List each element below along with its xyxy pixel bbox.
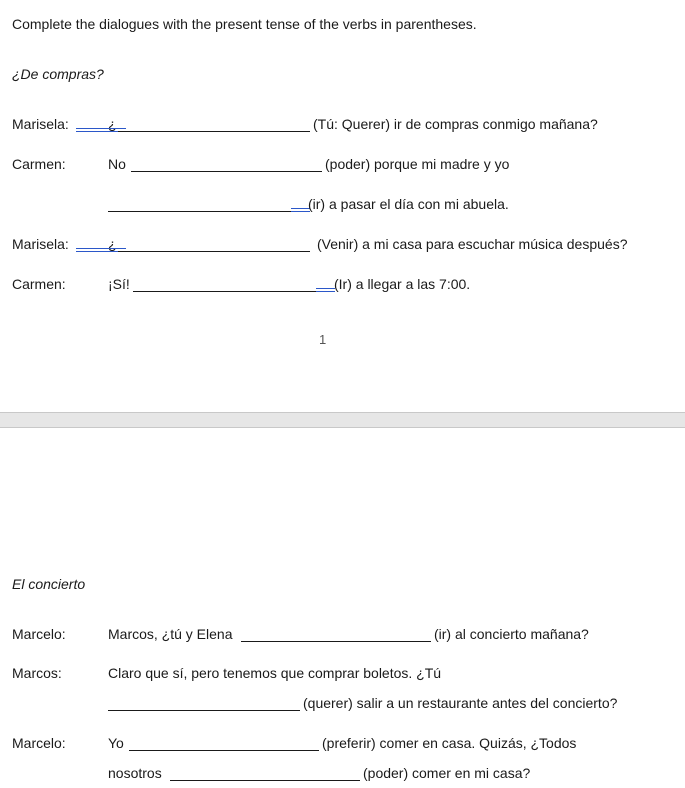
line-suffix: (Ir) a llegar a las 7:00. xyxy=(334,276,471,292)
answer-blank[interactable] xyxy=(118,117,310,132)
line-suffix: (ir) al concierto mañana? xyxy=(434,626,589,642)
line-suffix: (poder) comer en mi casa? xyxy=(363,765,531,781)
section-title: ¿De compras? xyxy=(12,66,104,82)
page-break xyxy=(0,412,685,428)
line-prefix: Claro que sí, pero tenemos que comprar boletos. ¿Tú xyxy=(108,665,442,681)
speaker-label: Marcelo: xyxy=(12,626,66,642)
line-suffix: (Tú: Querer) ir de compras conmigo mañana? xyxy=(313,116,598,132)
speaker-label: Marisela: xyxy=(12,116,69,132)
speaker-label: Carmen: xyxy=(12,156,66,172)
line-prefix: No xyxy=(108,156,126,172)
speaker-label: Marisela: xyxy=(12,236,69,252)
speaker-label: Carmen: xyxy=(12,276,66,292)
page-2 xyxy=(0,428,685,788)
line-suffix: (querer) salir a un restaurante antes del concierto? xyxy=(303,695,618,711)
answer-blank[interactable] xyxy=(118,237,310,252)
answer-blank[interactable] xyxy=(108,696,300,711)
line-prefix: nosotros xyxy=(108,765,162,781)
answer-blank[interactable] xyxy=(170,766,360,781)
page-number: 1 xyxy=(319,332,327,347)
line-prefix: ¡Sí! xyxy=(108,276,130,292)
answer-blank[interactable] xyxy=(129,736,319,751)
answer-blank[interactable] xyxy=(108,197,308,212)
speaker-label: Marcelo: xyxy=(12,735,66,751)
line-suffix: (poder) porque mi madre y yo xyxy=(325,156,510,172)
speaker-label: Marcos: xyxy=(12,665,62,681)
line-suffix: (preferir) comer en casa. Quizás, ¿Todos xyxy=(322,735,577,751)
line-prefix: ¿ xyxy=(108,116,117,132)
line-prefix: Yo xyxy=(108,735,124,751)
line-prefix: ¿ xyxy=(108,236,117,252)
line-suffix: (Venir) a mi casa para escuchar música después? xyxy=(317,236,628,252)
answer-blank[interactable] xyxy=(131,157,322,172)
line-suffix: (ir) a pasar el día con mi abuela. xyxy=(308,196,509,212)
answer-blank[interactable] xyxy=(241,627,431,642)
line-prefix: Marcos, ¿tú y Elena xyxy=(108,626,233,642)
answer-blank[interactable] xyxy=(133,277,333,292)
section-title: El concierto xyxy=(12,576,86,592)
revision-mark xyxy=(316,288,335,292)
instructions: Complete the dialogues with the present tense of the verbs in parentheses. xyxy=(12,16,477,32)
